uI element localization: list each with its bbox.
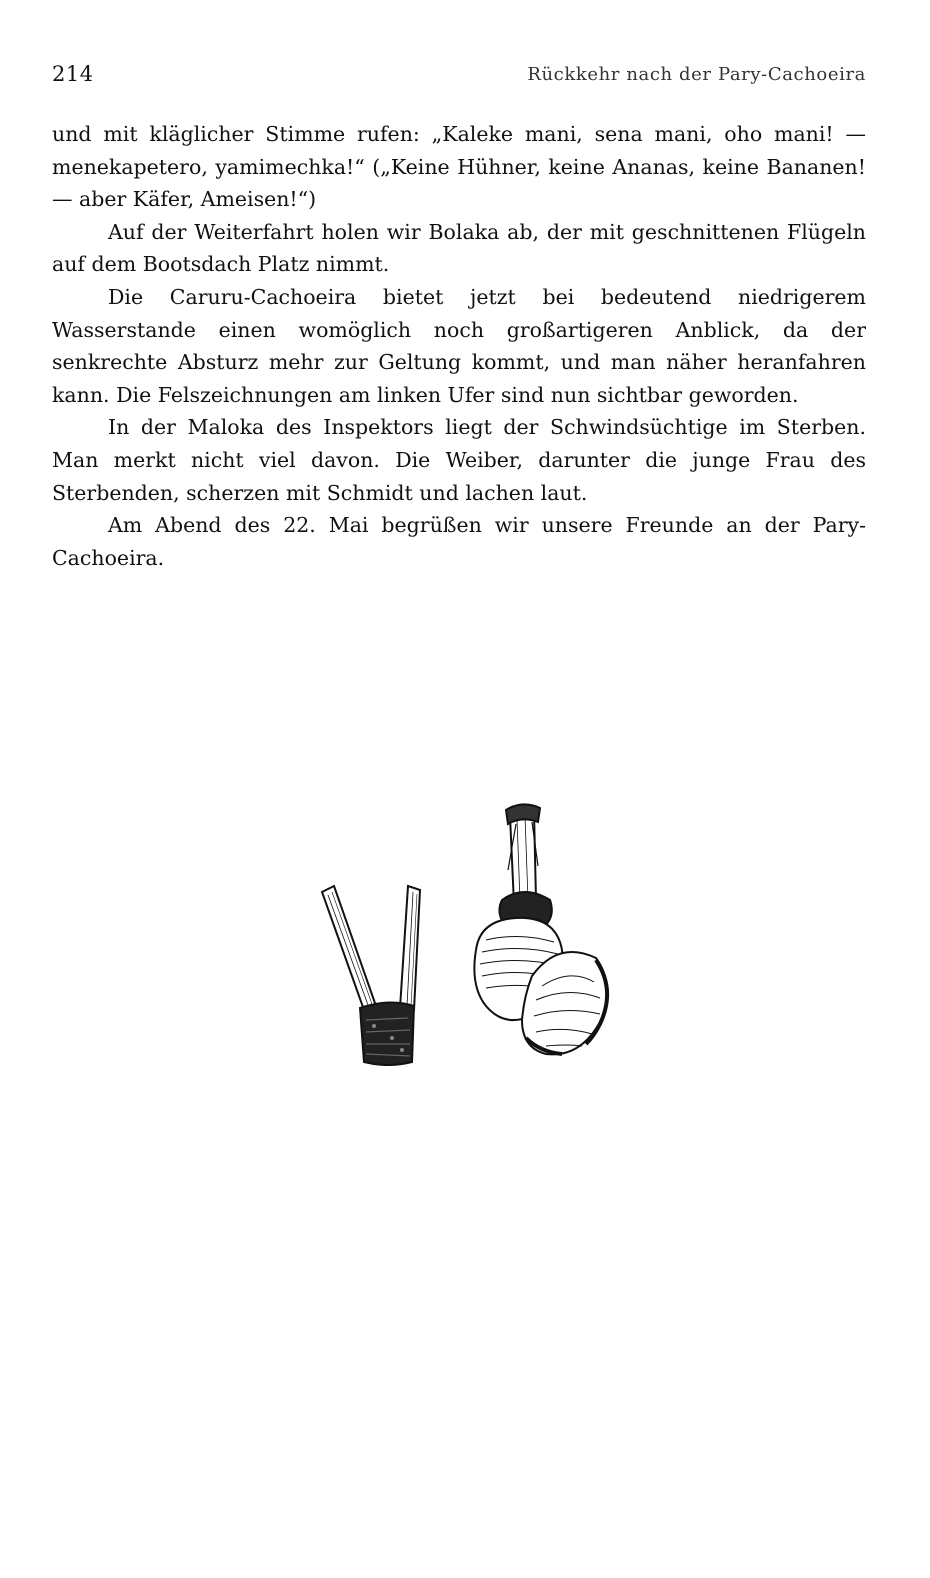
illustration — [310, 800, 620, 1070]
shell-whistle-drawing — [474, 804, 607, 1054]
paragraph: und mit kläglicher Stimme rufen: „Kaleke mani, sena mani, oho mani! — menekapetero, yamimechka!“ („Keine Hühner, keine Ananas, keine Bananen! — aber Käfer, Ameisen!“) — [52, 122, 866, 212]
page-number: 214 — [52, 62, 94, 86]
paragraph: Auf der Weiterfahrt holen wir Bolaka ab, der mit geschnittenen Flügeln auf dem Bootsdach Platz nimmt. — [52, 219, 866, 277]
running-title: Rückkehr nach der Pary-Cachoeira — [527, 64, 866, 85]
paragraph: Am Abend des 22. Mai begrüßen wir unsere Freunde an der Pary-Cachoeira. — [52, 513, 866, 570]
paragraph: Die Caruru-Cachoeira bietet jetzt bei bedeutend niedrigerem Wasserstande einen womöglich noch großartigeren Anblick, da der senkrechte Absturz mehr zur Geltung kommt, und man näher heranfahren kann. Die Felszeichnungen am linken Ufer sind nun sichtbar geworden. — [52, 284, 866, 407]
paragraph: In der Maloka des Inspektors liegt der Schwindsüchtige im Sterben. Man merkt nicht viel davon. Die Weiber, darunter die junge Frau des Sterbenden, scherzen mit Schmidt und lachen laut. — [52, 415, 866, 505]
page-header — [52, 62, 866, 94]
forked-bone-tool-drawing — [322, 886, 420, 1065]
body-text — [52, 118, 866, 574]
